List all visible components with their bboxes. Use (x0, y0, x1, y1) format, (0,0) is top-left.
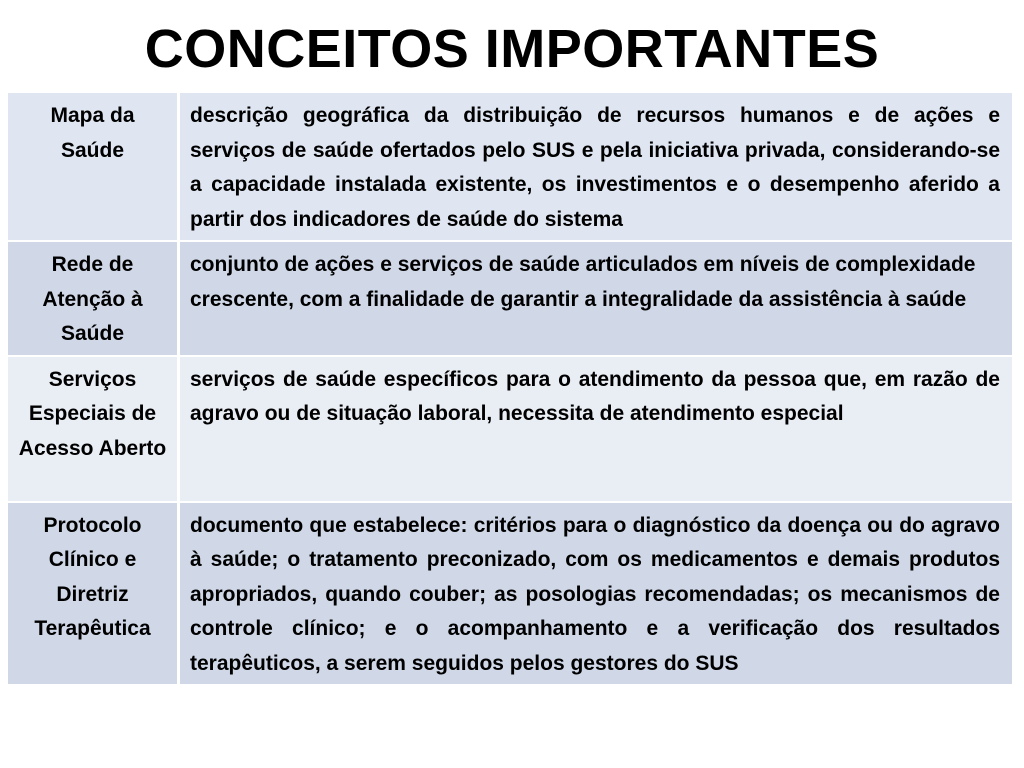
definition-cell: serviços de saúde específicos para o atendimento da pessoa que, em razão de agravo ou de situação laboral, necessita de atendimento especial (179, 356, 1013, 502)
term-cell (8, 93, 179, 241)
term-cell (8, 241, 179, 356)
table-row (8, 93, 1012, 241)
term-text: Serviços Especiais de Acesso Aberto (18, 367, 167, 460)
term-cell (8, 356, 179, 502)
definition-cell: conjunto de ações e serviços de saúde articulados em níveis de complexidade crescente, com a finalidade de garantir a integralidade da assistência à saúde (179, 241, 1013, 356)
definition-cell: descrição geográfica da distribuição de recursos humanos e de ações e serviços de saúde ofertados pelo SUS e pela iniciativa privada, considerando-se a capacidade instalada existente, os investimentos e o desempenho aferido a partir dos indicadores de saúde do sistema (179, 93, 1013, 241)
table-row (8, 356, 1012, 502)
table-row (8, 241, 1012, 356)
table-row (8, 502, 1012, 686)
term-text: Protocolo Clínico e Diretriz Terapêutica (34, 513, 151, 640)
term-text: Mapa da Saúde (50, 104, 135, 162)
concepts-table (8, 93, 1012, 686)
page-title: CONCEITOS IMPORTANTES (144, 19, 880, 79)
term-cell (8, 502, 179, 686)
term-text: Rede de Atenção à Saúde (42, 253, 143, 345)
definition-cell: documento que estabelece: critérios para o diagnóstico da doença ou do agravo à saúde; o tratamento preconizado, com os medicamentos e demais produtos apropriados, quando couber; as posologias recomendadas; os mecanismos de controle clínico; e o acompanhamento e a verificação dos resultados terapêuticos, a serem seguidos pelos gestores do SUS (179, 502, 1013, 686)
